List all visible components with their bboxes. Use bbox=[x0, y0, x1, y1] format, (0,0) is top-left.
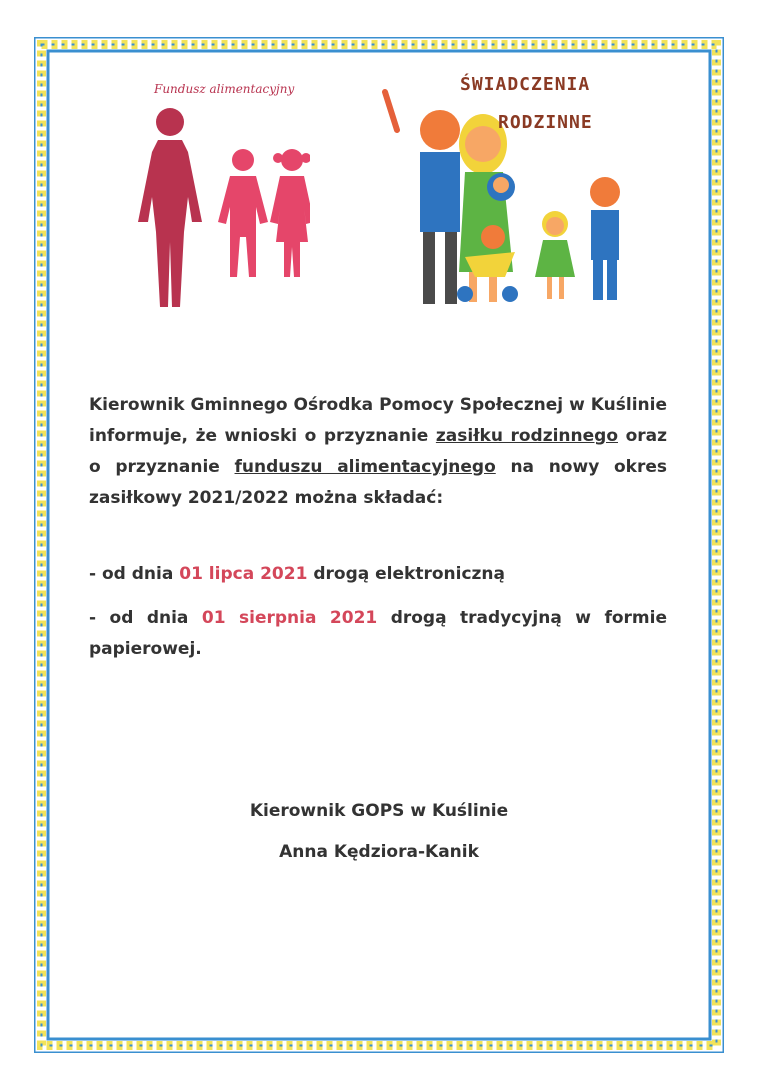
list-item-paper bbox=[89, 603, 667, 665]
item-date: 01 sierpnia 2021 bbox=[201, 608, 378, 628]
item-suffix: drogą tradycyjną w formie papierowej. bbox=[89, 608, 668, 659]
zasilek-rodzinny-highlight: zasiłku rodzinnego bbox=[435, 426, 619, 446]
item-prefix: - od dnia bbox=[89, 608, 202, 628]
signature-name: Anna Kędziora-Kanik bbox=[279, 842, 479, 862]
announcement-text-start: Kierownik Gminnego Ośrodka Pomocy Społecznej w Kuślinie informuje, że wnioski o przyznanie bbox=[89, 395, 667, 446]
announcement-text-mid: oraz o przyznanie bbox=[89, 426, 667, 477]
announcement-text-end: na nowy okres zasiłkowy 2021/2022 można składać: bbox=[89, 457, 667, 508]
announcement-paragraph bbox=[89, 390, 667, 514]
fundusz-logo-label: Fundusz alimentacyjny bbox=[154, 82, 295, 96]
item-suffix: drogą elektroniczną bbox=[307, 564, 505, 584]
swiadczenia-logo-title: ŚWIADCZENIA bbox=[460, 74, 591, 95]
announcement-body bbox=[34, 37, 724, 1053]
item-date: 01 lipca 2021 bbox=[179, 564, 308, 584]
fundusz-alimentacyjny-highlight: funduszu alimentacyjnego bbox=[234, 457, 496, 477]
list-item-electronic bbox=[89, 559, 667, 590]
item-prefix: - od dnia bbox=[89, 564, 180, 584]
swiadczenia-logo-subtitle: RODZINNE bbox=[498, 112, 593, 133]
signature-title: Kierownik GOPS w Kuślinie bbox=[249, 801, 509, 821]
